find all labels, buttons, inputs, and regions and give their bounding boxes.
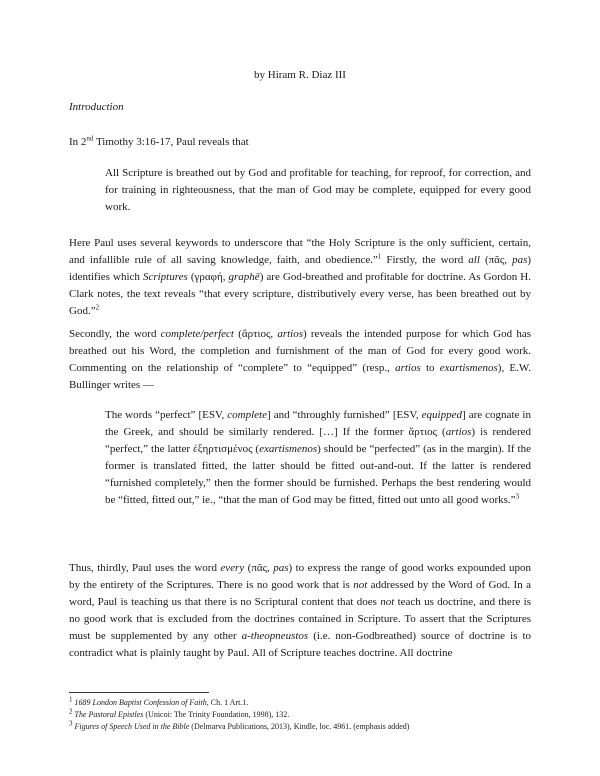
quote-text: ) should be “perfected” (as in the margin). If the former is translated fitted, the latter should be fitted out-and-out. If the latter is rendered “furnished completely,” then the former should be furnished. Perhaps the best rendering would be “fitted, fitted out,” ie., “that the man of God may be fitted, fitted out unto all good works.” — [105, 443, 531, 506]
para-text: Thus, thirdly, Paul uses the word — [69, 562, 221, 574]
paragraph-secondly — [69, 326, 531, 394]
para-text: ) are God-breathed and profitable for doctrine. As Gordon H. Clark notes, the text reveals “that every scripture, distributively every verse, has been breathed out by God.” — [69, 271, 531, 317]
keyword-complete: complete — [227, 409, 267, 421]
transliteration-pas: pas — [273, 562, 289, 574]
transliteration-exartismenos: exartismenos — [439, 362, 498, 374]
keyword-complete-perfect: complete/perfect — [160, 328, 234, 340]
para-text: (ἄρτιος, — [233, 328, 278, 340]
footnote-text: (Delmarva Publications, 2013), Kindle, loc. 4961. (emphasis added) — [189, 722, 410, 731]
para-text: (γραφή, — [187, 271, 229, 283]
term-a-theopneustos: a-theopneustos — [241, 630, 309, 642]
footnote-number: 2 — [69, 707, 73, 716]
emphasis-not: not — [353, 579, 368, 591]
intro-line — [69, 136, 249, 148]
transliteration-exartismenos: exartismenos — [259, 443, 318, 455]
footnote-number: 3 — [69, 719, 73, 728]
footnotes — [69, 697, 539, 733]
quote-text: ] and “throughly furnished” [ESV, — [266, 409, 422, 421]
block-quote-bullinger — [105, 407, 531, 509]
footnote-title: Figures of Speech Used in the Bible — [74, 722, 190, 731]
keyword-equipped: equipped — [421, 409, 462, 421]
footnote-text: (Unicoi: The Trinity Foundation, 1998), 132. — [143, 710, 290, 719]
para-text: to — [420, 362, 440, 374]
footnote-ref-1: 1 — [377, 252, 382, 261]
paragraph-thirdly — [69, 560, 531, 662]
transliteration-graphe: graphē — [228, 271, 260, 283]
para-text: Here Paul uses several keywords to underscore that “the Holy Scripture is the only sufficient, certain, and infallible rule of all saving knowledge, faith, and obedience.” — [69, 237, 531, 266]
transliteration-artios: artios — [277, 328, 304, 340]
footnote-1 — [69, 697, 539, 709]
para-text: Firstly, the word — [381, 254, 469, 266]
emphasis-not: not — [380, 596, 395, 608]
keyword-all: all — [468, 254, 480, 266]
para-text: ) identifies which — [69, 254, 532, 283]
footnote-3 — [69, 721, 539, 733]
quote-text: The words “perfect” [ESV, — [105, 409, 228, 421]
quote-text: ) is rendered “perfect,” the latter ἐξηρτισμένος ( — [105, 426, 531, 455]
para-text: ) to express the range of good works expounded upon by the entirety of the Scriptures. There is no good work that is — [69, 562, 531, 591]
section-heading: Introduction — [69, 101, 124, 113]
transliteration-artios: artios — [445, 426, 472, 438]
transliteration-pas: pas — [512, 254, 528, 266]
footnote-2 — [69, 709, 539, 721]
ordinal-superscript: nd — [86, 134, 94, 143]
footnote-title: 1689 London Baptist Confession of Faith — [74, 698, 207, 707]
quote-text: ] are cognate in the Greek, and should be similarly rendered. […] If the former ἄρτιος ( — [105, 409, 531, 438]
footnote-title: The Pastoral Epistles — [74, 710, 144, 719]
footnote-number: 1 — [69, 695, 73, 704]
keyword-every: every — [220, 562, 245, 574]
para-text: ) reveals the intended purpose for which God has breathed out his Word, the completion and furnishment of the man of God for every good work. Commenting on the relationship of “complete” to “equipped” (resp., — [69, 328, 531, 374]
footnote-ref-2: 2 — [95, 303, 100, 312]
intro-text-pre: In 2 — [69, 136, 87, 148]
author-byline: by Hiram R. Diaz III — [254, 69, 346, 81]
para-text: addressed by the Word of God. In a word, Paul is teaching us that there is no Scriptural content that does — [69, 579, 531, 608]
intro-text-post: Timothy 3:16-17, Paul reveals that — [93, 136, 249, 148]
para-text: (i.e. non-Godbreathed) source of doctrine is to contradict what is plainly taught by Paul. All of Scripture teaches doctrine. All doctrine — [69, 630, 532, 659]
paragraph-firstly — [69, 235, 531, 320]
para-text: ), E.W. Bullinger writes — — [69, 362, 531, 391]
para-text: Secondly, the word — [69, 328, 161, 340]
keyword-scriptures: Scriptures — [142, 271, 188, 283]
block-quote-scripture: All Scripture is breathed out by God and profitable for teaching, for reproof, for correction, and for training in righteousness, that the man of God may be complete, equipped for every good work. — [105, 167, 531, 213]
para-text: (πᾶς, — [479, 254, 513, 266]
footnote-divider — [69, 692, 209, 693]
para-text: (πᾶς, — [244, 562, 274, 574]
transliteration-artios: artios — [395, 362, 421, 374]
para-text: teach us doctrine, and there is no good work that is excluded from the doctrines contained in Scripture. To assert that the Scriptures must be supplemented by any other — [69, 596, 531, 642]
footnote-text: , Ch. 1 Art.1. — [206, 698, 249, 707]
footnote-ref-3: 3 — [515, 492, 520, 501]
